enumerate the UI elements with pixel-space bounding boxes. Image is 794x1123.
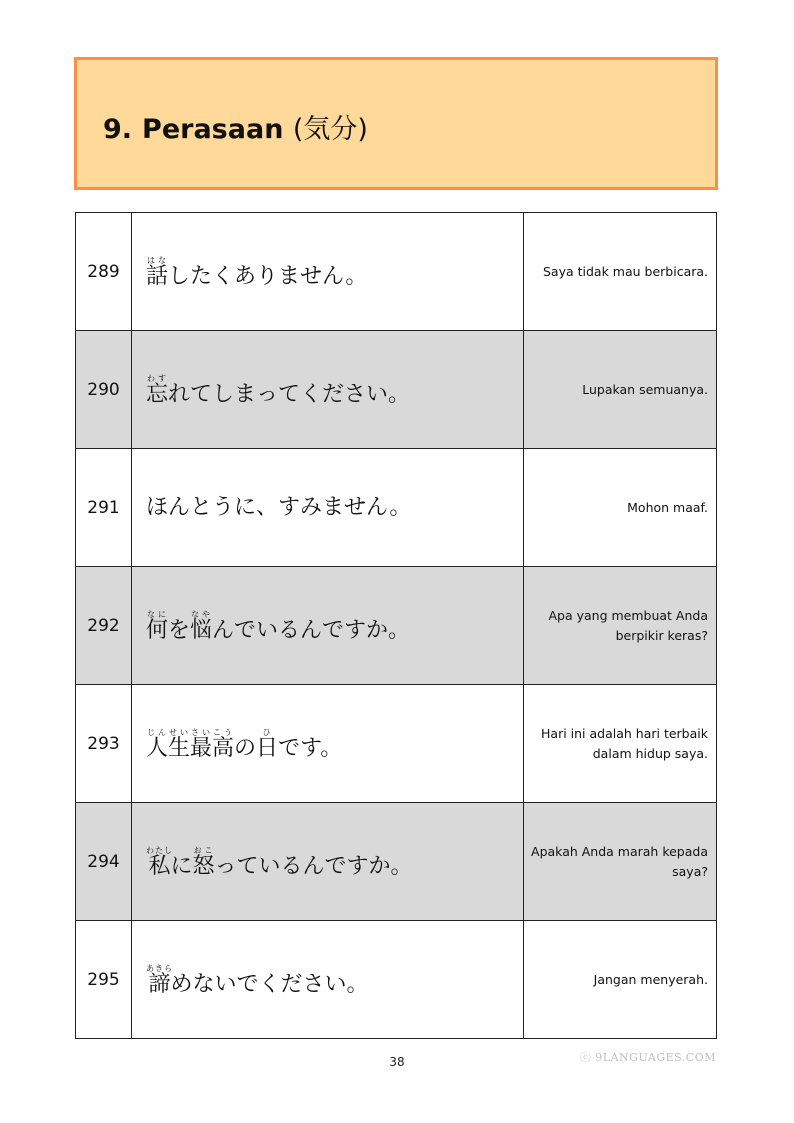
- kanji-with-furigana: [192, 845, 215, 879]
- kanji-with-furigana: [146, 727, 191, 761]
- japanese-phrase-cell: [132, 685, 524, 803]
- furigana: なに: [146, 609, 169, 619]
- furigana: はな: [146, 255, 169, 265]
- phrase-table-body: [76, 213, 717, 1039]
- furigana: ひ: [256, 727, 279, 737]
- kanji-with-furigana: [146, 255, 169, 289]
- translation: Mohon maaf.: [524, 449, 717, 567]
- copyright-watermark: ⓒ 9LANGUAGES.COM: [579, 1051, 716, 1064]
- kanji-with-furigana: [256, 727, 279, 761]
- furigana: おこ: [192, 845, 215, 855]
- japanese-phrase-cell: [132, 449, 524, 567]
- furigana: なや: [190, 609, 213, 619]
- section-title-text: Perasaan: [142, 114, 284, 145]
- phrase-table: [75, 212, 717, 1039]
- japanese-phrase-cell: [132, 567, 524, 685]
- kana-text: を: [168, 617, 191, 643]
- kana-text: したくありません。: [168, 263, 368, 289]
- japanese-phrase-cell: [132, 921, 524, 1039]
- page-number: 38: [389, 1055, 405, 1069]
- translation: Saya tidak mau berbicara.: [524, 213, 717, 331]
- kanji-base: 怒: [192, 853, 215, 879]
- japanese-phrase: [146, 373, 411, 407]
- section-number: 9.: [103, 114, 133, 145]
- kanji-with-furigana: [146, 963, 173, 997]
- kanji-base: 悩: [190, 617, 213, 643]
- phrase-row: [76, 685, 717, 803]
- phrase-number: 295: [76, 921, 132, 1039]
- furigana: あきら: [146, 963, 173, 973]
- kana-text: んでいるんですか。: [212, 617, 411, 643]
- kana-text: の: [234, 735, 257, 761]
- phrase-number: 294: [76, 803, 132, 921]
- kanji-base: 何: [146, 617, 169, 643]
- kanji-with-furigana: [146, 845, 173, 879]
- phrase-row: [76, 213, 717, 331]
- kana-text: れてしまってください。: [168, 381, 411, 407]
- section-title-jp: (気分): [292, 114, 368, 145]
- phrase-number: 290: [76, 331, 132, 449]
- phrase-row: [76, 331, 717, 449]
- japanese-phrase: [146, 963, 369, 997]
- japanese-phrase: [146, 845, 413, 879]
- translation: Apa yang membuat Anda berpikir keras?: [524, 567, 717, 685]
- kanji-base: 諦: [146, 971, 173, 997]
- phrase-number: 292: [76, 567, 132, 685]
- translation: Lupakan semuanya.: [524, 331, 717, 449]
- japanese-phrase-cell: [132, 213, 524, 331]
- kanji-base: 私: [146, 853, 173, 879]
- translation: Apakah Anda marah kepada saya?: [524, 803, 717, 921]
- kanji-with-furigana: [190, 609, 213, 643]
- japanese-phrase-cell: [132, 803, 524, 921]
- furigana: じんせい: [146, 727, 191, 737]
- section-title: [103, 107, 368, 146]
- phrase-number: 291: [76, 449, 132, 567]
- phrase-row: [76, 449, 717, 567]
- kanji-base: 最高: [190, 735, 235, 761]
- kana-text: です。: [278, 735, 343, 761]
- section-header: [74, 57, 718, 190]
- kanji-base: 人生: [146, 735, 191, 761]
- kanji-base: 忘: [146, 381, 169, 407]
- kanji-base: 話: [146, 263, 169, 289]
- translation: Hari ini adalah hari terbaik dalam hidup saya.: [524, 685, 717, 803]
- kanji-base: 日: [256, 735, 279, 761]
- furigana: わたし: [146, 845, 173, 855]
- kana-text: に: [170, 853, 193, 879]
- japanese-phrase-cell: [132, 331, 524, 449]
- phrase-row: [76, 803, 717, 921]
- kanji-with-furigana: [146, 609, 169, 643]
- kanji-with-furigana: [190, 727, 235, 761]
- phrase-row: [76, 921, 717, 1039]
- japanese-phrase: [146, 255, 368, 289]
- furigana: さいこう: [190, 727, 235, 737]
- japanese-phrase: [146, 609, 411, 643]
- phrase-row: [76, 567, 717, 685]
- translation: Jangan menyerah.: [524, 921, 717, 1039]
- kana-text: ほんとうに、すみません。: [146, 494, 412, 520]
- japanese-phrase: [146, 727, 343, 761]
- japanese-phrase: [146, 495, 411, 520]
- furigana: わす: [146, 373, 169, 383]
- kana-text: っているんですか。: [214, 853, 413, 879]
- kanji-with-furigana: [146, 373, 169, 407]
- phrase-number: 289: [76, 213, 132, 331]
- kana-text: めないでください。: [170, 971, 369, 997]
- phrase-number: 293: [76, 685, 132, 803]
